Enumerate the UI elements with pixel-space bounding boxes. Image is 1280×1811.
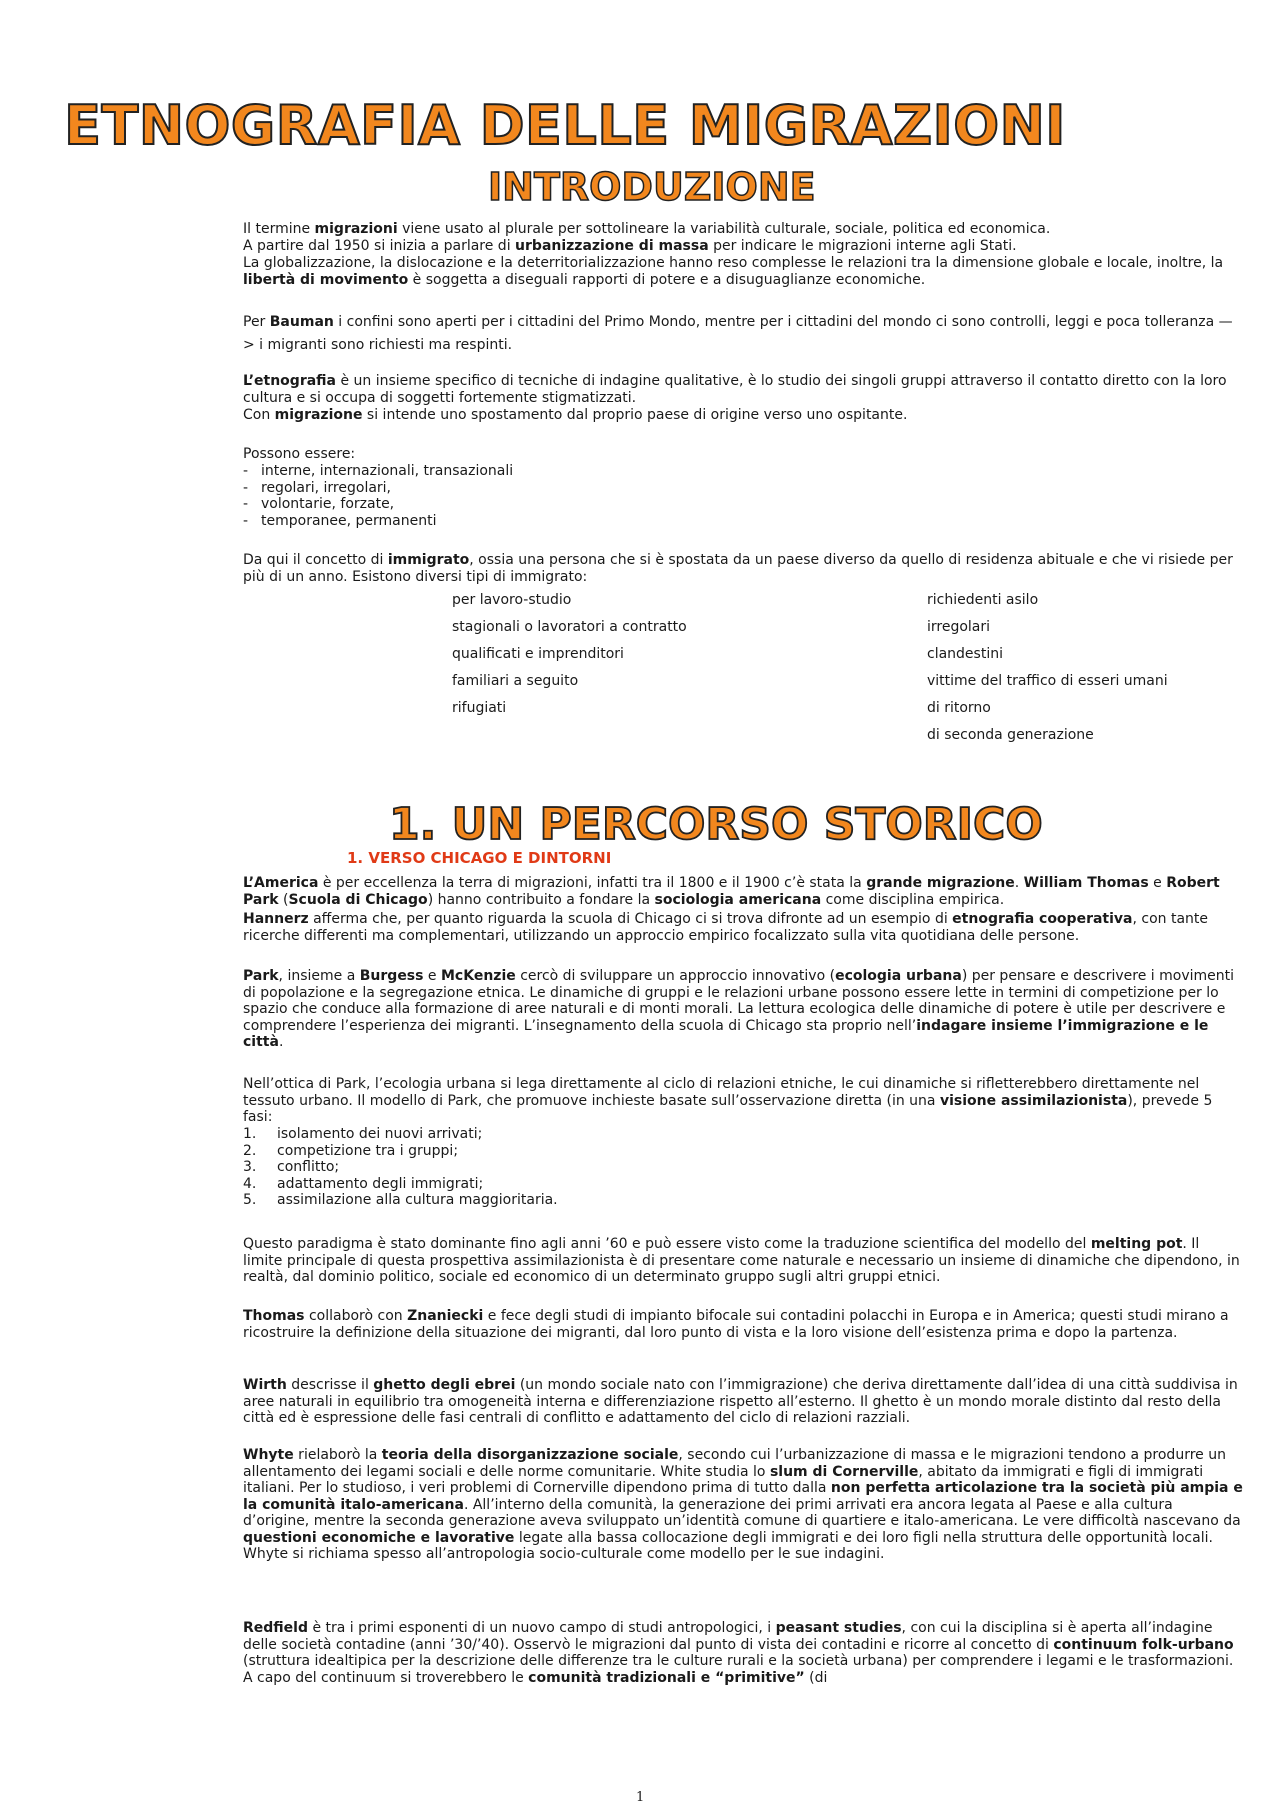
bold-term: Park [243, 968, 279, 984]
kinds-label: Possono essere: [243, 446, 356, 462]
immigrant-type-item: di seconda generazione [927, 727, 1094, 743]
bold-term: visione assimilazionista [939, 1092, 1128, 1109]
section-paragraph: Redfield è tra i primi esponenti di un nuovo campo di studi antropologici, i peasant studies, con cui la disciplina si è aperta all’indagine delle società contadine (anni ’30/’40). Osservò le migrazioni dal punto di vista dei contadini e ricorre al concetto di continuum folk-urbano (struttura idealtipica per la descrizione delle differenze tra le culture rurali e la società urbana) per comprendere i legami e le trasformazioni. A capo del continuum si troverebbero le comunità tradizionali e “primitive” (di [243, 1620, 1234, 1686]
bold-term: L’etnografia [243, 373, 336, 389]
immigrant-type-item: di ritorno [927, 700, 991, 716]
immigrant-type-item: per lavoro-studio [452, 592, 572, 608]
bold-term: migrazioni [314, 221, 398, 237]
bold-term: Whyte [243, 1447, 294, 1463]
bold-term: slum di Cornerville [769, 1463, 919, 1480]
bold-term: Bauman [269, 314, 334, 330]
intro-heading: INTRODUZIONE [488, 165, 816, 209]
section-paragraph: Nell’ottica di Park, l’ecologia urbana si lega direttamente al ciclo di relazioni etniche, le cui dinamiche si rifletterebbero direttamente nel tessuto urbano. Il modello di Park, che promuove inchieste basate sull’osservazione diretta (in una visione assimilazionista), prevede 5 fasi: [243, 1076, 1213, 1125]
bold-term: melting pot [1090, 1236, 1183, 1252]
bold-term: William Thomas [1023, 875, 1149, 891]
immigrant-type-item: vittime del traffico di esseri umani [927, 673, 1168, 689]
intro-paragraph: Da qui il concetto di immigrato, ossia una persona che si è spostata da un paese diverso da quello di residenza abituale e che vi risiede per più di un anno. Esistono diversi tipi di immigrato: [243, 552, 1233, 585]
phase-number: 1. [243, 1126, 257, 1142]
bold-term: migrazione [274, 407, 363, 423]
bold-term: questioni economiche e lavorative [243, 1529, 515, 1546]
bold-term: continuum folk-urbano [1053, 1636, 1234, 1653]
bold-term: sociologia americana [654, 891, 822, 908]
bold-term: Hannerz [243, 911, 309, 927]
immigrant-type-item: irregolari [927, 619, 991, 635]
bold-term: immigrato [387, 552, 470, 568]
phase-item: 2. competizione tra i gruppi; [243, 1142, 459, 1159]
bold-term: L’America [243, 875, 319, 891]
section-paragraph: Thomas collaborò con Znaniecki e fece degli studi di impianto bifocale sui contadini polacchi in Europa e in America; questi studi mirano a ricostruire la definizione della situazione dei migranti, dal loro punto di vista e la loro visione dell’esistenza prima e dopo la partenza. [243, 1308, 1229, 1341]
phase-number: 2. [243, 1142, 257, 1159]
bold-term: grande migrazione [866, 875, 1015, 891]
list-item: - volontarie, forzate, [243, 496, 1243, 513]
section-paragraph: L’America è per eccellenza la terra di migrazioni, infatti tra il 1800 e il 1900 c’è stata la grande migrazione. William Thomas e Robert Park (Scuola di Chicago) hanno contribuito a fondare la sociologia americana come disciplina empirica. [243, 875, 1220, 908]
section-paragraph: Hannerz afferma che, per quanto riguarda la scuola di Chicago ci si trova difronte ad un esempio di etnografia cooperativa, con tante ricerche differenti ma complementari, utilizzando un approccio empirico focalizzato sulla vita quotidiana delle persone. [243, 911, 1209, 944]
intro-paragraph: Il termine migrazioni viene usato al plurale per sottolineare la variabilità culturale, sociale, politica ed economica. [243, 221, 1051, 237]
types-left-column [452, 591, 892, 726]
bold-term: Thomas [243, 1308, 305, 1324]
bold-term: libertà di movimento [243, 271, 409, 288]
section-heading: 1. UN PERCORSO STORICO [389, 799, 1043, 850]
list-item: - interne, internazionali, transazionali [243, 463, 1243, 480]
bold-term: etnografia cooperativa [952, 911, 1133, 927]
immigrant-type-item: clandestini [927, 646, 1003, 662]
bold-term: indagare insieme l’immigrazione e le città [243, 1017, 1209, 1050]
bold-term: comunità tradizionali e “primitive” [528, 1669, 805, 1686]
phases-list [243, 1126, 1243, 1209]
immigrant-type-item: stagionali o lavoratori a contratto [452, 619, 687, 635]
intro-paragraph: A partire dal 1950 si inizia a parlare di urbanizzazione di massa per indicare le migrazioni interne agli Stati. [243, 238, 1017, 254]
intro-paragraph: L’etnografia è un insieme specifico di tecniche di indagine qualitative, è lo studio dei singoli gruppi attraverso il contatto diretto con la loro cultura e si occupa di soggetti fortemente stigmatizzati. [243, 373, 1227, 406]
page-title: ETNOGRAFIA DELLE MIGRAZIONI [64, 94, 1066, 157]
bold-term: Robert Park [243, 875, 1220, 908]
bold-term: McKenzie [441, 968, 516, 984]
immigrant-type-item: familiari a seguito [452, 673, 579, 689]
intro-paragraph: La globalizzazione, la dislocazione e la deterritorializzazione hanno reso complesse le relazioni tra la dimensione globale e locale, inoltre, la libertà di movimento è soggetta a diseguali rapporti di potere e a disuguaglianze economiche. [243, 255, 1224, 288]
phase-number: 5. [243, 1192, 257, 1208]
bold-term: Znaniecki [407, 1308, 484, 1324]
bold-term: non perfetta articolazione tra la società più ampia e la comunità italo-americana [243, 1480, 1243, 1513]
bold-term: peasant studies [775, 1620, 902, 1636]
phase-item: 4. adattamento degli immigrati; [243, 1175, 484, 1192]
bold-term: ghetto degli ebrei [373, 1377, 516, 1393]
bold-term: urbanizzazione di massa [515, 238, 709, 254]
bold-term: Scuola di Chicago [288, 891, 428, 908]
section-paragraph: Park, insieme a Burgess e McKenzie cercò di sviluppare un approccio innovativo (ecologia urbana) per pensare e descrivere i movimenti di popolazione e la segregazione etnica. Le dinamiche di gruppi e le relazioni urbane possono essere lette in termini di competizione per lo spazio che conduce alla formazione di aree naturali e di monti morali. La lettura ecologica delle dinamiche di potere è utile per descrivere e comprendere l’esperienza dei migranti. L’insegnamento della scuola di Chicago sta proprio nell’indagare insieme l’immigrazione e le città. [243, 968, 1235, 1050]
subsection-heading: 1. VERSO CHICAGO E DINTORNI [347, 849, 612, 867]
intro-paragraph: Con migrazione si intende uno spostamento dal proprio paese di origine verso uno ospitante. [243, 407, 908, 423]
bold-term: Wirth [243, 1377, 287, 1393]
bold-term: Burgess [359, 968, 424, 984]
immigrant-type-item: rifugiati [452, 700, 507, 716]
section-paragraph: Whyte rielaborò la teoria della disorganizzazione sociale, secondo cui l’urbanizzazione di massa e le migrazioni tendono a produrre un allentamento dei legami sociali e delle norme comunitarie. White studia lo slum di Cornerville, abitato da immigrati e figli di immigrati italiani. Per lo studioso, i veri problemi di Cornerville dipendono prima di tutto dalla non perfetta articolazione tra la società più ampia e la comunità italo-americana. All’interno della comunità, la generazione dei primi arrivati era ancora legata al Paese e alla cultura d’origine, mentre la seconda generazione aveva sviluppato un’identità comune di quartiere e italo-americana. Le vere difficoltà nascevano da questioni economiche e lavorative legate alla bassa collocazione degli immigrati e dei loro figli nella struttura delle opportunità locali. Whyte si richiama spesso all’antropologia socio-culturale come modello per le sue indagini. [243, 1447, 1243, 1562]
page-number: 1 [636, 1790, 645, 1805]
phase-number: 3. [243, 1159, 257, 1175]
immigrant-type-item: richiedenti asilo [927, 592, 1039, 608]
section-paragraph: Wirth descrisse il ghetto degli ebrei (un mondo sociale nato con l’immigrazione) che deriva direttamente dall’idea di una città suddivisa in aree naturali in equilibrio tra omogeneità interna e differenziazione rispetto all’esterno. Il ghetto è un mondo morale distinto dal resto della città ed è espressione delle fasi centrali di conflitto e adattamento del ciclo di relazioni razziali. [243, 1377, 1238, 1426]
kinds-list [243, 463, 1243, 529]
phase-item: 1. isolamento dei nuovi arrivati; [243, 1126, 483, 1142]
section-paragraph: Questo paradigma è stato dominante fino agli anni ’60 e può essere visto come la traduzione scientifica del modello del melting pot. Il limite principale di questa prospettiva assimilazionista è di presentare come naturale e necessario un insieme di dinamiche che dipendono, in realtà, dal dominio politico, sociale ed economico di un determinato gruppo sugli altri gruppi etnici. [243, 1236, 1240, 1285]
bold-term: teoria della disorganizzazione sociale [381, 1447, 679, 1463]
types-right-column [927, 591, 1247, 753]
phase-item: 5. assimilazione alla cultura maggioritaria. [243, 1192, 558, 1208]
bold-term: Redfield [243, 1620, 308, 1636]
immigrant-type-item: qualificati e imprenditori [452, 646, 624, 662]
bold-term: ecologia urbana [835, 968, 962, 984]
phase-item: 3. conflitto; [243, 1159, 340, 1175]
list-item: - regolari, irregolari, [243, 480, 1243, 497]
list-item: - temporanee, permanenti [243, 513, 1243, 530]
phase-number: 4. [243, 1175, 257, 1192]
intro-paragraph: Per Bauman i confini sono aperti per i cittadini del Primo Mondo, mentre per i cittadini del mondo ci sono controlli, leggi e poca tolleranza —> i migranti sono richiesti ma respinti. [243, 314, 1233, 353]
